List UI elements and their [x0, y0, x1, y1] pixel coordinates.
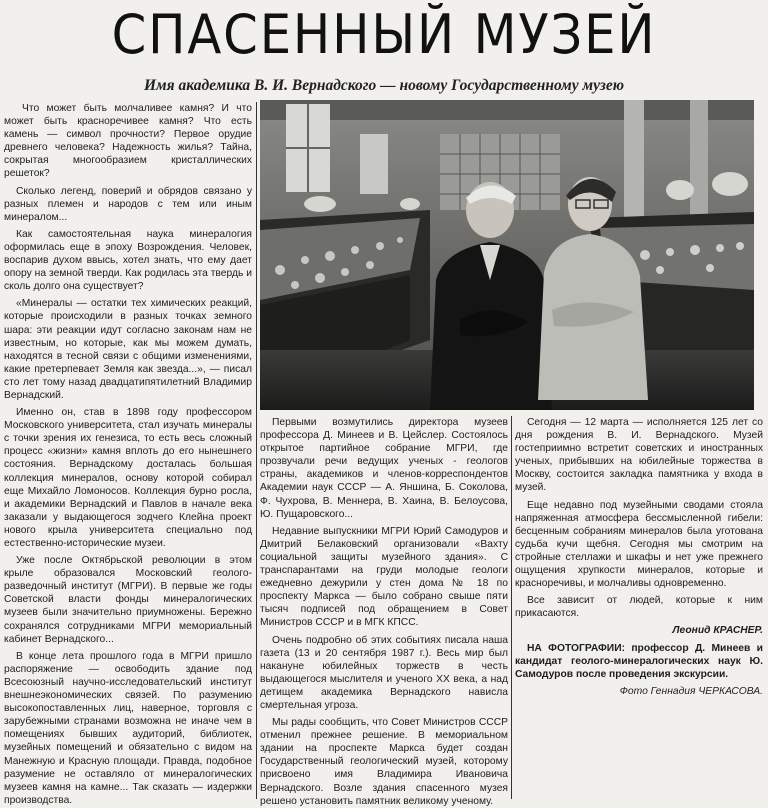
paragraph: Как самостоятельная наука минералогия оформилась еще в эпоху Возрождения. Человек, воспарив духом ввысь, хотел знать, что ему дает опору на земной тверди. Как родилась эта твердь и сколь долго она существует? [4, 228, 252, 293]
museum-photo [260, 100, 754, 410]
paragraph: В конце лета прошлого года в МГРИ пришло распоряжение — освободить здание под Всесоюзный научно-исследовательский институт внешнеэкономических связей. По разумению высокопоставленных лиц, наверное, торговля с зарубежными странами возможна не иначе чем в помещениях бывших аудиторий, библиотек, музейных помещений и обязательно с видом на Манежную и Красную площади. Правда, подобное разумение не оставляло от минералогических музеев камня на камне... Так сказать — издержки производства. [4, 650, 252, 806]
column-3 [515, 416, 763, 799]
paragraph: Еще недавно под музейными сводами стояла напряженная атмосфера бессмысленной гибели: бесценным собраниям минералов была уготована судьба кучи щебня. Сегодня мы смотрим на стройные стеллажи и шкафы и нет уже прежнего ощущения хрупкости минералов, которые и красноречивы, и молчаливы одновременно. [515, 499, 763, 590]
column-1 [4, 102, 252, 806]
museum-hall-illustration [260, 100, 754, 410]
paragraph: Уже после Октябрьской революции в этом крыле образовался Московский геолого-разведочный институт (МГРИ). В первые же годы Советской власти фонды минералогических музеев были значительно приумножены. Бережно сохранялся сотрудниками МГРИ мемориальный кабинет Вернадского... [4, 555, 252, 645]
column-2 [260, 416, 508, 807]
paragraph: Что может быть молчаливее камня? И что может быть красноречивее камня? Что есть камень — символ прочности? Первое орудие древнего человека? Надежность жилья? Тайна, сокрытая многообразием кристаллических решеток? [4, 103, 252, 180]
photo-caption: НА ФОТОГРАФИИ: профессор Д. Минеев и кандидат геолого-минералогических наук Ю. Самодуров после проведения экскурсии. [515, 642, 763, 680]
paragraph: Все зависит от людей, которые к ним прикасаются. [515, 595, 763, 620]
column-divider [256, 102, 257, 799]
paragraph: «Минералы — остатки тех химических реакций, которые происходили в разных точках земного шара: эти реакции идут согласно законам нам не известным, но которые, как мы можем думать, находятся в тесной связи с общими изменениями, какие претерпевает Земля как звезда...», — писал сто лет тому назад двадцатипятилетний Владимир Вернадский. [4, 298, 252, 401]
paragraph: Сколько легенд, поверий и обрядов связано у разных племен и народов с тем или иным минералом... [4, 185, 252, 223]
column-divider [511, 416, 512, 799]
author-signature: Леонид КРАСНЕР. [672, 625, 763, 637]
headline: СПАСЕННЫЙ МУЗЕЙ [111, 3, 657, 66]
subheadline: Имя академика В. И. Вернадского — новому Государственному музею [143, 77, 625, 94]
paragraph: Недавние выпускники МГРИ Юрий Самодуров и Дмитрий Белаковский организовали «Вахту социальной защиты музейного здания». С транспарантами на груди молодые геологи ежедневно дежурили у стен дома № 18 по проспекту Маркса — было собрано свыше пяти тысяч подписей под обращением в Совет Министров СССР и в МГК КПСС. [260, 525, 508, 629]
paragraph: Мы рады сообщить, что Совет Министров СССР отменил прежнее решение. В мемориальном здании на проспекте Маркса будет создан Государственный геологический музей, которому присвоено имя Владимира Ивановича Вернадского. Возле здания спасенного музея решено установить памятник великому ученому. [260, 717, 508, 807]
paragraph: Сегодня — 12 марта — исполняется 125 лет со дня рождения В. И. Вернадского. Музей гостеприимно встретит советских и иностранных ученых, прибывших на юбилейные торжества в Москву, состоится закладка памятника у входа в музей. [515, 417, 763, 494]
paragraph: Первыми возмутились директора музеев профессора Д. Минеев и В. Цейслер. Состоялось открытое партийное собрание МГРИ, где прозвучали речи ведущих ученых - геологов страны, академиков и членов-корреспондентов Академии наук СССР — А. Яншина, Б. Соколова, Ф. Чухрова, В. Меннера, В. Хаина, В. Белоусова, Ю. Пущаровского... [260, 417, 508, 520]
photo-credit: Фото Геннадия ЧЕРКАСОВА. [619, 685, 763, 697]
paragraph: Именно он, став в 1898 году профессором Московского университета, стал изучать минералы с точки зрения их генезиса, то есть весь сложный процесс «жизни» камня вплоть до его нынешнего состояния. Вернадскому досталась большая коллекция минералов, основу которой собирал еще Михайло Ломоносов. Коллекция бурно росла, и академики Вернадский и Павлов в начале века заказали у выдающегося зодчего Клейна проект нового крыла университета специально под естественно-исторические музеи. [4, 407, 252, 549]
paragraph: Очень подробно об этих событиях писала наша газета (13 и 20 сентября 1987 г.). Весь мир был накануне юбилейных торжеств в честь выдающегося мыслителя и ученого XX века, а над детищем академика Вернадского нависла смертельная угроза. [260, 634, 508, 711]
